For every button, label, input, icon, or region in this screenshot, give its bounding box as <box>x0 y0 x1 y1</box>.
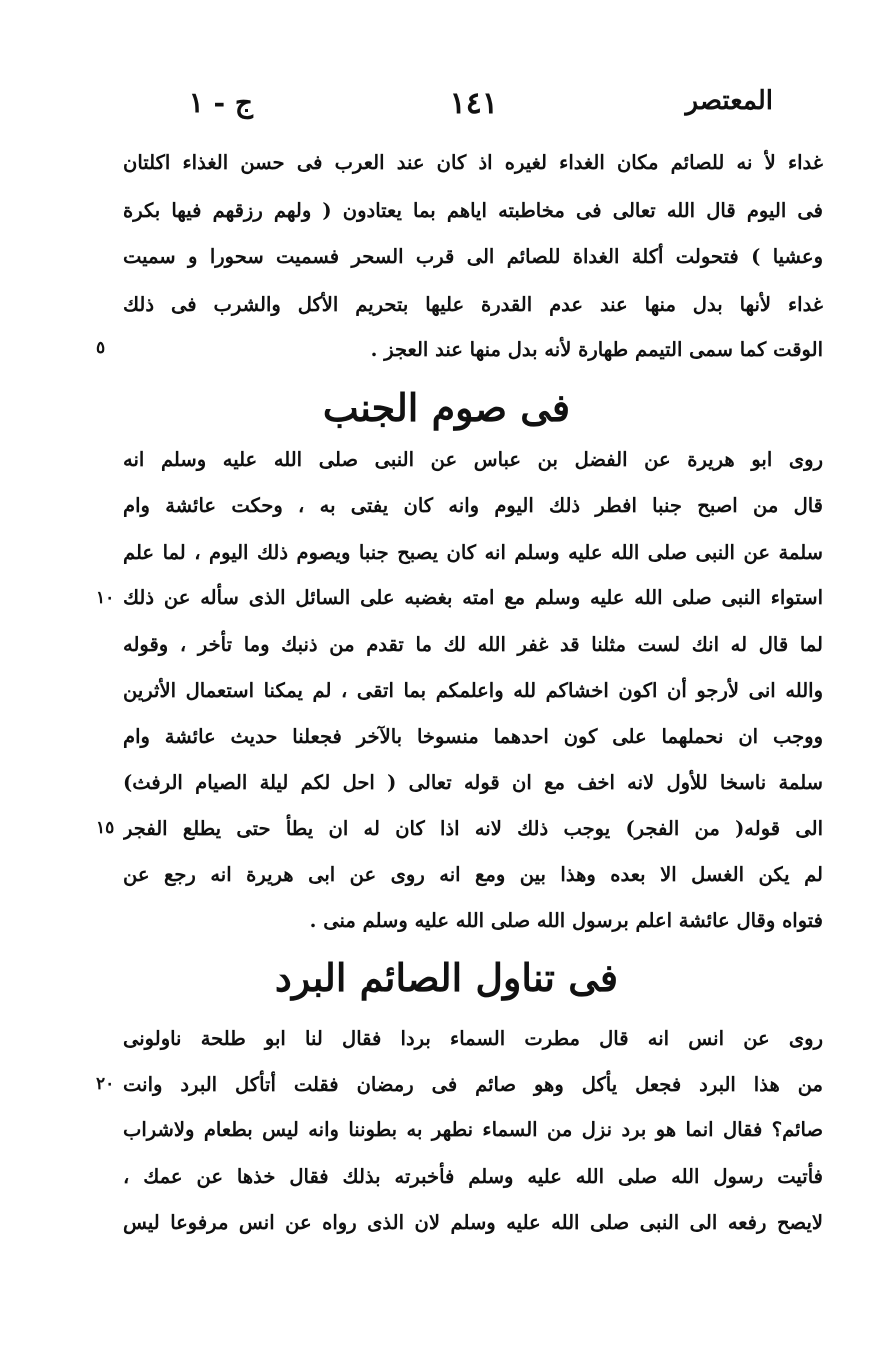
text-line: فأتيت رسول الله صلى الله عليه وسلم فأخبرته بذلك فقال خذها عن عمك ، <box>123 1165 823 1188</box>
text-line: غداء لأنها بدل منها عند عدم القدرة عليها بتحريم الأكل والشرب فى ذلك <box>123 293 823 316</box>
volume-label: ج - ١ <box>188 86 253 119</box>
text-line: سلمة ناسخا للأول لانه اخف مع ان قوله تعالى ( احل لكم ليلة الصيام الرفث) <box>123 771 823 794</box>
text-line: قال من اصبح جنبا افطر ذلك اليوم وانه كان يفتى به ، وحكت عائشة وام <box>123 494 823 517</box>
line-number: ٥ <box>96 338 106 358</box>
text-line: وعشيا ) فتحولت أكلة الغداة للصائم الى قرب السحر فسميت سحورا و سميت <box>123 245 823 268</box>
text-line: روى ابو هريرة عن الفضل بن عباس عن النبى صلى الله عليه وسلم انه <box>123 448 823 471</box>
text-line: الوقت كما سمى التيمم طهارة لأنه بدل منها عند العجز . <box>370 338 823 361</box>
text-line: ووجب ان نحملهما على كون احدهما منسوخا بالآخر فجعلنا حديث عائشة وام <box>123 725 823 748</box>
text-line: سلمة عن النبى صلى الله عليه وسلم انه كان يصبح جنبا ويصوم ذلك اليوم ، لما علم <box>123 541 823 564</box>
text-line: الى قوله( من الفجر) يوجب ذلك لانه اذا كان له ان يطأ حتى يطلع الفجر <box>123 817 823 840</box>
text-line: والله انى لأرجو أن اكون اخشاكم لله واعلمكم بما اتقى ، لم يمكنا استعمال الأثرين <box>123 679 823 702</box>
section-heading: فى تناول الصائم البرد <box>274 955 619 1000</box>
text-line: فتواه وقال عائشة اعلم برسول الله صلى الله عليه وسلم منى . <box>309 909 823 932</box>
running-head <box>175 86 773 126</box>
text-line: من هذا البرد فجعل يأكل وهو صائم فى رمضان فقلت أتأكل البرد وانت <box>123 1073 823 1096</box>
line-number: ١٥ <box>96 818 115 838</box>
text-line: لم يكن الغسل الا بعده وهذا بين ومع انه روى عن ابى هريرة انه رجع عن <box>123 863 823 886</box>
text-line: غداء لأ نه للصائم مكان الغداء لغيره اذ كان عند العرب فى حسن الغذاء اكلتان <box>123 151 823 174</box>
line-number: ٢٠ <box>96 1074 115 1094</box>
book-title: المعتصر <box>685 86 773 116</box>
page-number: ١٤١ <box>449 86 498 121</box>
text-line: لايصح رفعه الى النبى صلى الله عليه وسلم لان الذى رواه عن انس مرفوعا ليس <box>123 1211 823 1234</box>
text-line: صائم؟ فقال انما هو برد نزل من السماء نطهر به بطوننا وانه ليس بطعام ولاشراب <box>123 1118 823 1141</box>
text-line: استواء النبى صلى الله عليه وسلم مع امته بغضبه على السائل الذى سأله عن ذلك <box>123 586 823 609</box>
text-line: لما قال له انك لست مثلنا قد غفر الله لك ما تقدم من ذنبك وما تأخر ، وقوله <box>123 633 823 656</box>
section-heading: فى صوم الجنب <box>322 385 571 430</box>
text-line: فى اليوم قال الله تعالى فى مخاطبته اياهم بما يعتادون ( ولهم رزقهم فيها بكرة <box>123 199 823 222</box>
text-line: روى عن انس انه قال مطرت السماء بردا فقال لنا ابو طلحة ناولونى <box>123 1027 823 1050</box>
line-number: ١٠ <box>96 588 115 608</box>
